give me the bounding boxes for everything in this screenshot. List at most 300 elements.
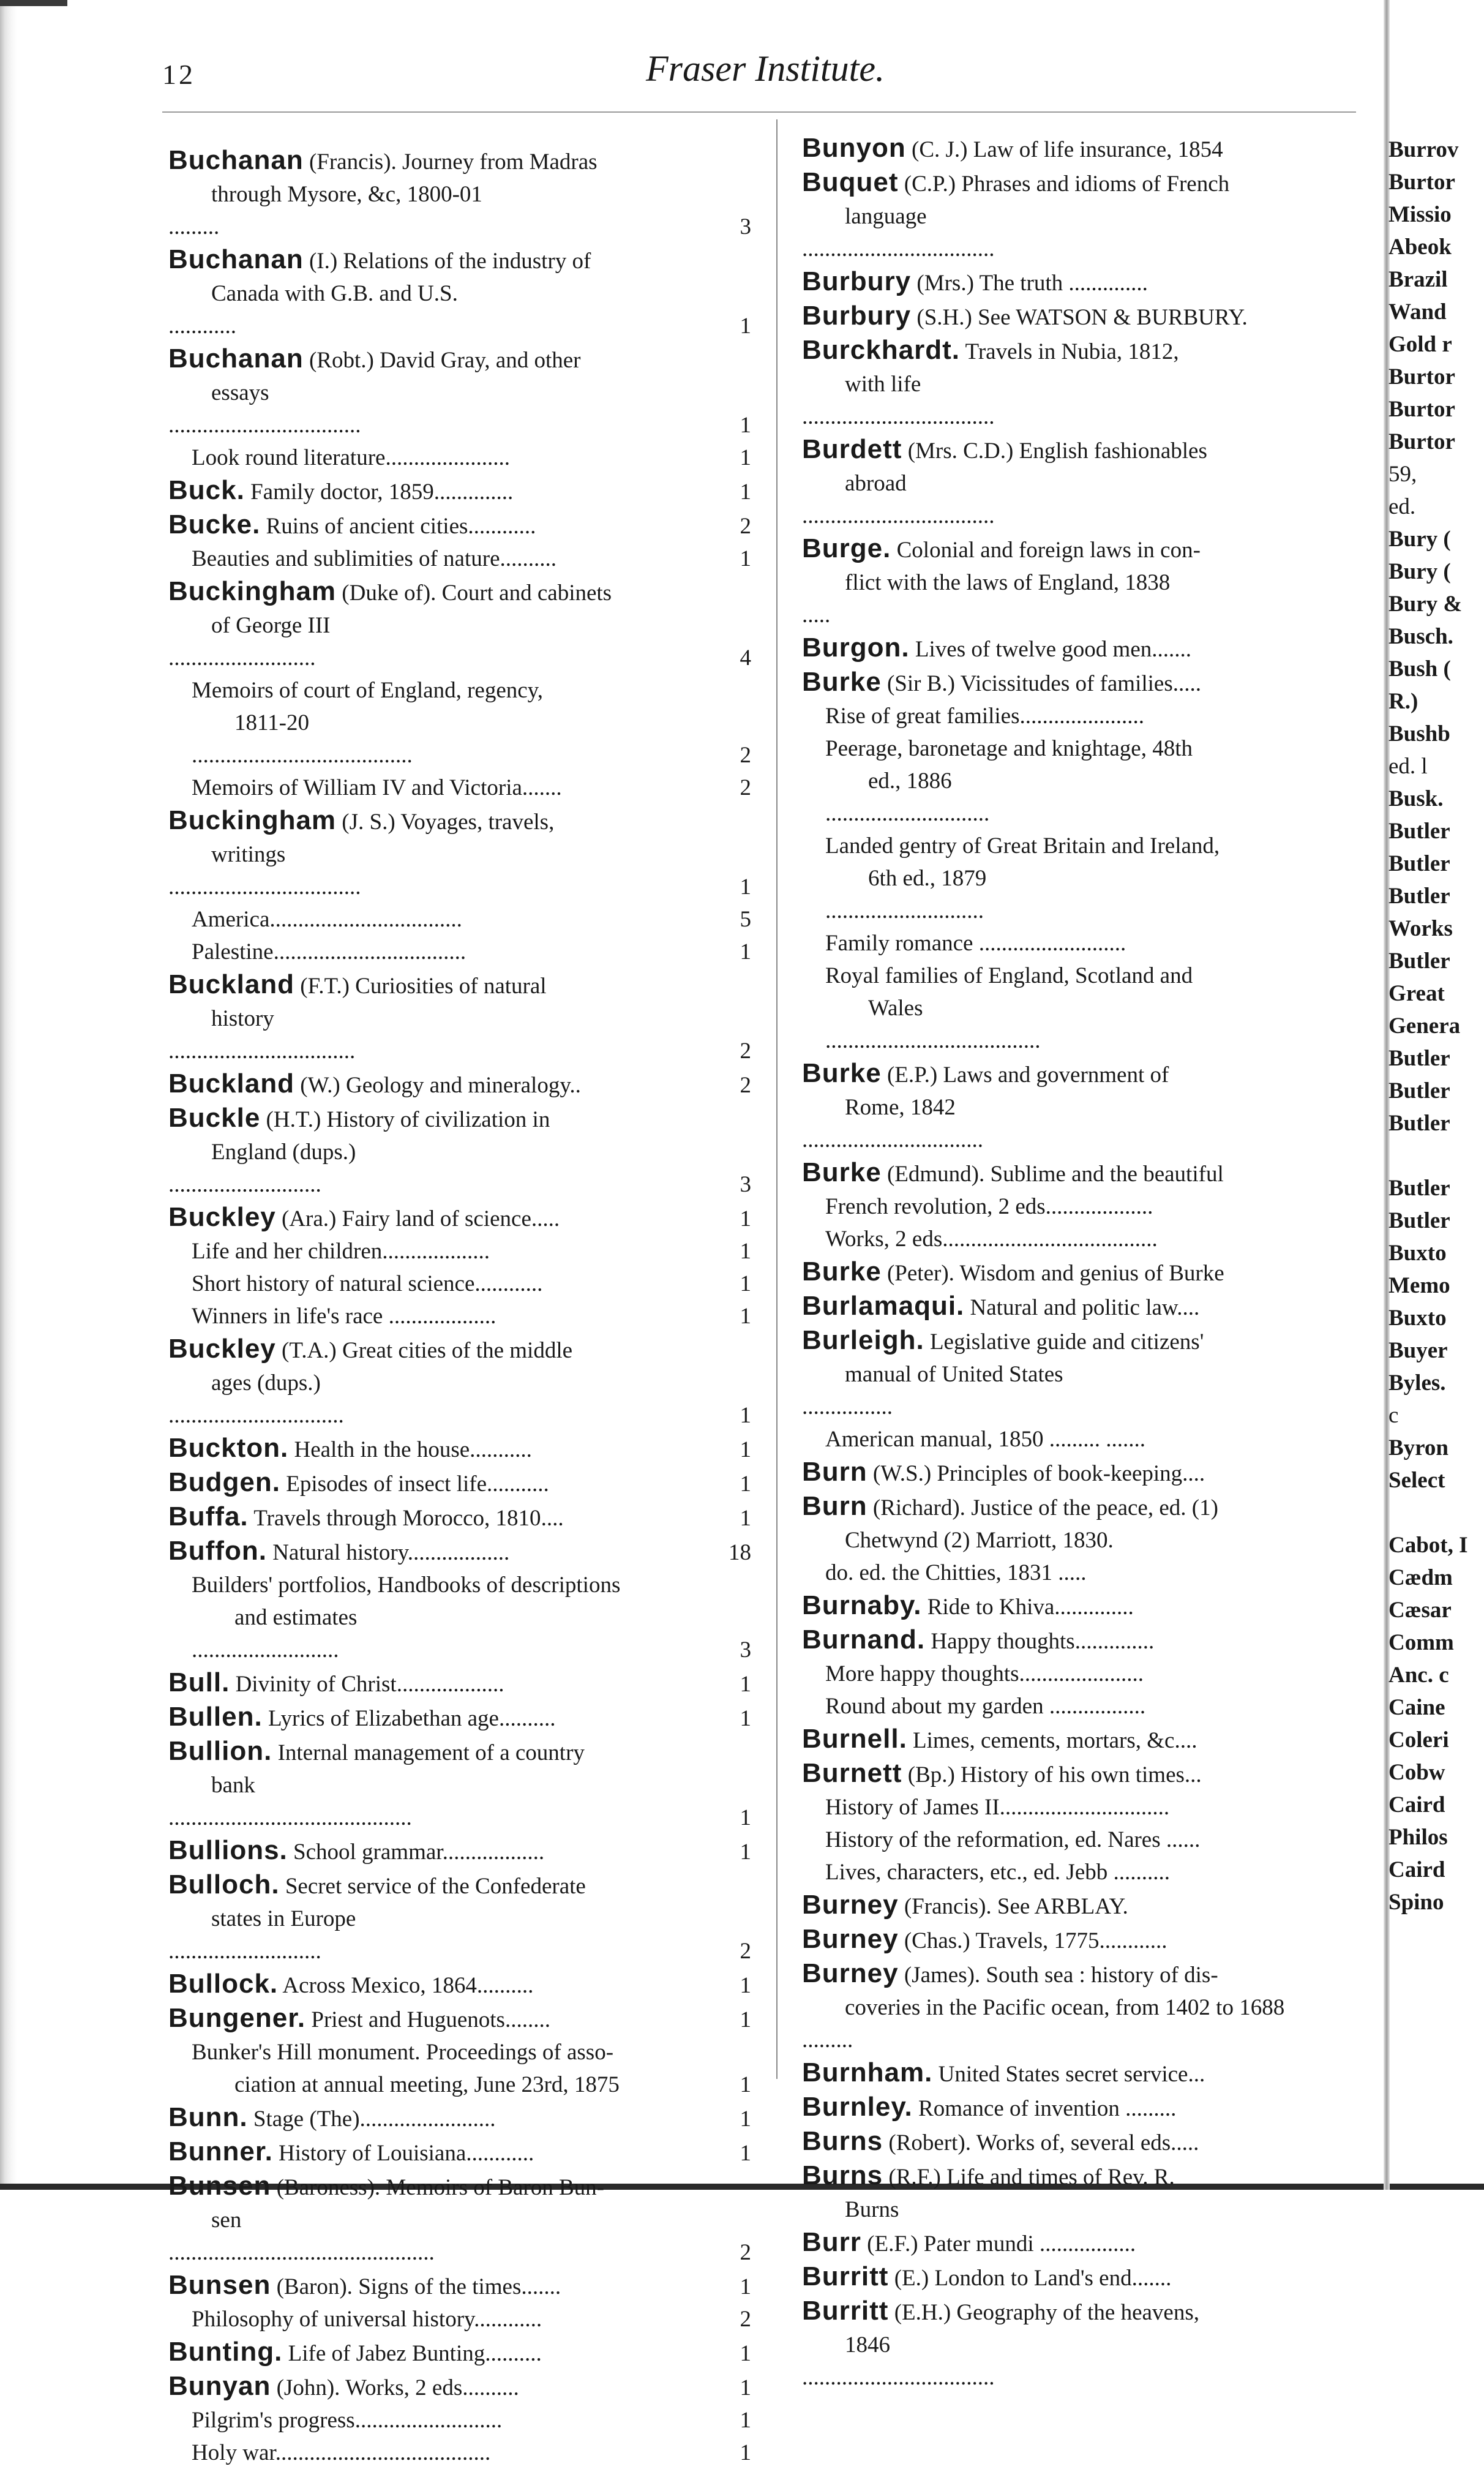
leader-dots: ..... — [802, 603, 831, 628]
entry-continuation: ages (dups.) — [211, 1370, 321, 1396]
cropped-entry-fragment: Comm — [1388, 1630, 1454, 1655]
entry-heading: Burn — [802, 1457, 868, 1487]
cropped-entry-fragment: Gold r — [1388, 332, 1452, 357]
entry-continuation: states in Europe — [211, 1906, 356, 1931]
index-entry — [802, 1723, 1365, 1757]
leader-dots: ................. — [1033, 2231, 1136, 2257]
index-entry — [168, 1466, 756, 1500]
index-entry — [802, 1324, 1365, 1423]
entry-heading: Buckland — [168, 969, 295, 999]
entry-title: Colonial and foreign laws in con- — [896, 538, 1201, 563]
entry-heading: Bullen. — [168, 1702, 263, 1732]
leader-dots: ........................ — [359, 2106, 496, 2132]
entry-parenthetical: (Chas.) — [904, 1928, 970, 1953]
copy-count: 3 — [740, 1637, 751, 1663]
leader-dots: ..... — [1172, 671, 1201, 696]
entry-heading: Buffa. — [168, 1501, 249, 1531]
entry-title: See WATSON & BURBURY. — [978, 305, 1248, 330]
index-entry — [168, 1735, 756, 1834]
index-entry — [168, 2002, 756, 2036]
entry-title: Fairy land of science — [342, 1206, 531, 1231]
index-entry — [802, 2260, 1365, 2294]
leader-dots: .......... — [500, 546, 556, 571]
index-entry — [802, 334, 1365, 433]
index-entry — [802, 1557, 1365, 1589]
leader-dots: .................................. — [802, 404, 995, 429]
entry-heading: Burbury — [802, 266, 912, 296]
entry-title: Secret service of the Confederate — [285, 1874, 586, 1899]
cropped-entry-fragment: Busch. — [1388, 624, 1453, 649]
leader-dots: ................... — [382, 1239, 490, 1264]
index-entry — [168, 674, 756, 772]
index-entry — [802, 299, 1365, 334]
entry-parenthetical: (Duke of). — [342, 581, 437, 606]
entry-heading: Burbury — [802, 301, 912, 331]
entry-title: Happy thoughts — [931, 1629, 1075, 1654]
leader-dots: ...................................... — [942, 1227, 1158, 1252]
entry-parenthetical: (John). — [276, 2375, 340, 2400]
copy-count: 4 — [740, 645, 751, 671]
index-entry — [168, 1500, 756, 1535]
entry-heading: Buck. — [168, 475, 245, 505]
index-entry — [802, 1757, 1365, 1791]
cropped-entry-fragment: Burtor — [1388, 170, 1455, 195]
cropped-entry-fragment: Butler — [1388, 1078, 1450, 1103]
book-page-edge — [0, 0, 17, 2190]
leader-dots: ............................... — [168, 1403, 344, 1428]
entry-heading: Bunting. — [168, 2337, 283, 2367]
entry-heading: Buckland — [168, 1069, 295, 1099]
entry-parenthetical: (C.P.) — [904, 171, 956, 197]
index-entry — [802, 1923, 1365, 1957]
entry-parenthetical: (Mrs. C.D.) — [907, 438, 1014, 464]
copy-count: 2 — [740, 1073, 751, 1098]
entry-continuation: and estimates — [234, 1605, 358, 1630]
cropped-entry-fragment: Butler — [1388, 1208, 1450, 1233]
copy-count: 5 — [740, 907, 751, 932]
entry-title: Lives of twelve good men — [915, 637, 1152, 662]
copy-count: 1 — [740, 1206, 751, 1231]
entry-title: Sublime and the beautiful — [990, 1162, 1224, 1187]
entry-heading: Burckhardt. — [802, 335, 960, 365]
entry-title: Internal management of a country — [277, 1740, 585, 1765]
cropped-entry-fragment: Butler — [1388, 851, 1450, 876]
leader-dots: .......................... — [354, 2408, 503, 2433]
cropped-entry-fragment: Genera — [1388, 1013, 1461, 1039]
entry-continuation: with life — [845, 372, 921, 397]
leader-dots: ................................. — [168, 1039, 356, 1064]
leader-dots: ....... — [1152, 637, 1191, 662]
index-entry — [168, 2036, 756, 2101]
entry-title: Works, 2 eds — [345, 2375, 463, 2400]
entry-title: Signs of the times — [358, 2274, 522, 2299]
cropped-entry-fragment: Buxto — [1388, 1241, 1447, 1266]
index-entry — [168, 804, 756, 903]
entry-continuation: sen — [211, 2208, 242, 2233]
entry-title: Round about my garden — [825, 1694, 1044, 1719]
index-entry — [802, 1223, 1365, 1255]
entry-parenthetical: (James). — [904, 1963, 981, 1988]
leader-dots: .. — [569, 1073, 581, 1098]
leader-dots: ............ — [1099, 1928, 1167, 1953]
entry-title: Peerage, baronetage and knightage, 48th — [825, 736, 1193, 761]
entry-title: Memoirs of court of England, regency, — [192, 678, 544, 703]
entry-parenthetical: (Bp.) — [907, 1762, 955, 1787]
entry-heading: Burnell. — [802, 1724, 907, 1754]
cropped-entry-fragment: Bury ( — [1388, 559, 1451, 584]
entry-heading: Bunn. — [168, 2102, 248, 2132]
entry-heading: Buckley — [168, 1334, 276, 1364]
index-entry — [802, 1423, 1365, 1456]
entry-title: Life of Jabez Bunting — [288, 2341, 485, 2366]
entry-heading: Bulloch. — [168, 1870, 280, 1900]
index-entry — [802, 666, 1365, 700]
header-rule — [162, 111, 1356, 113]
entry-heading: Bunsen — [168, 2171, 271, 2201]
leader-dots: ...... — [1160, 1827, 1201, 1852]
leader-dots: ............ — [466, 2141, 534, 2166]
leader-dots: .................................. — [168, 413, 361, 438]
index-entry — [168, 243, 756, 342]
entry-title: Travels in Nubia, 1812, — [965, 339, 1179, 364]
copy-count: 1 — [740, 413, 751, 438]
entry-title: Bunker's Hill monument. Proceedings of asso- — [192, 2040, 614, 2065]
entry-title: Stage (The) — [253, 2106, 360, 2132]
index-entry — [168, 1967, 756, 2002]
cropped-entry-fragment: ed. — [1388, 494, 1416, 519]
entry-heading: Bunyan — [168, 2371, 271, 2401]
entry-title: Law of life insurance, 1854 — [973, 137, 1223, 162]
index-entry — [802, 1255, 1365, 1290]
copy-count: 2 — [740, 743, 751, 768]
entry-title: Family romance — [825, 931, 973, 956]
leader-dots: ........................... — [168, 1172, 321, 1197]
leader-dots: .............. — [433, 479, 514, 505]
copy-count: 1 — [740, 2440, 751, 2465]
entry-heading: Burge. — [802, 533, 891, 563]
cropped-entry-fragment: Butler — [1388, 819, 1450, 844]
copy-count: 1 — [740, 2141, 751, 2166]
entry-title: Winners in life's race — [192, 1304, 383, 1329]
entry-title: Works of, several eds — [976, 2130, 1171, 2155]
entry-parenthetical: (R.F.) — [888, 2165, 941, 2190]
index-entry — [168, 903, 756, 936]
cropped-entry-fragment: Caird — [1388, 1857, 1445, 1882]
leader-dots: .......................... — [192, 1637, 339, 1663]
leader-dots: .... — [1174, 1728, 1197, 1753]
index-entry — [168, 2404, 756, 2437]
leader-dots: ....................................... — [192, 743, 413, 768]
entry-continuation: 1846 — [845, 2332, 890, 2358]
entry-title: Look round literature — [192, 445, 386, 470]
leader-dots: ................... — [1045, 1194, 1153, 1219]
cropped-entry-fragment: Burtor — [1388, 364, 1455, 389]
index-entry — [802, 2125, 1365, 2159]
entry-parenthetical: (Richard). — [872, 1495, 965, 1520]
index-entry — [802, 1957, 1365, 2056]
entry-parenthetical: (Peter). — [886, 1261, 954, 1286]
leader-dots: .......... — [498, 1706, 556, 1731]
entry-title: Life and times of Rev. R. — [946, 2165, 1175, 2190]
entry-parenthetical: (C. J.) — [912, 137, 968, 162]
index-entry — [802, 1888, 1365, 1923]
entry-heading: Burke — [802, 667, 882, 697]
cropped-entry-fragment: Butler — [1388, 1111, 1450, 1136]
copy-count: 1 — [740, 1672, 751, 1697]
cropped-entry-fragment: Caird — [1388, 1792, 1445, 1817]
leader-dots: ..... — [1171, 2130, 1199, 2155]
leader-dots: .................................. — [802, 503, 995, 528]
copy-count: 1 — [740, 546, 751, 571]
index-entry — [168, 543, 756, 575]
index-entry — [168, 1268, 756, 1300]
cropped-entry-fragment: 59, — [1388, 462, 1417, 487]
entry-title: Lives, characters, etc., ed. Jebb — [825, 1860, 1108, 1885]
index-entry — [802, 1190, 1365, 1223]
entry-title: Palestine — [192, 939, 274, 964]
entry-title: Life and her children — [192, 1239, 383, 1264]
index-entry — [168, 1102, 756, 1201]
entry-heading: Buchanan — [168, 244, 304, 274]
entry-heading: Burgon. — [802, 633, 910, 663]
entry-heading: Burney — [802, 1958, 899, 1988]
entry-parenthetical: (Ara.) — [282, 1206, 337, 1231]
entry-parenthetical: (Edmund). — [886, 1162, 985, 1187]
cropped-entry-fragment: Byles. — [1388, 1370, 1446, 1396]
leader-dots: ...................................... — [275, 2440, 491, 2465]
entry-title: Wisdom and genius of Burke — [959, 1261, 1224, 1286]
leader-dots: ....... — [522, 775, 562, 800]
copy-count: 1 — [740, 1271, 751, 1296]
entry-heading: Burke — [802, 1157, 882, 1187]
copy-count: 1 — [740, 939, 751, 964]
entry-heading: Buckley — [168, 1202, 276, 1232]
leader-dots: ...................................... — [825, 1028, 1041, 1053]
entry-continuation: England (dups.) — [211, 1140, 356, 1165]
entry-parenthetical: (Robt.) — [309, 348, 374, 373]
entry-title: Holy war — [192, 2440, 275, 2465]
copy-count: 2 — [740, 775, 751, 800]
entry-heading: Burnley. — [802, 2092, 913, 2122]
leader-dots: ... — [1188, 2062, 1205, 2087]
copy-count: 1 — [740, 1437, 751, 1462]
leader-dots: ......... ....... — [1043, 1427, 1146, 1452]
index-entry — [802, 1658, 1365, 1690]
index-entry — [802, 1456, 1365, 1490]
entry-continuation: ed., 1886 — [868, 769, 952, 794]
index-entry — [168, 1868, 756, 1967]
leader-dots: .... — [541, 1506, 564, 1531]
index-entry — [802, 927, 1365, 960]
index-entry — [168, 936, 756, 968]
index-entry — [168, 474, 756, 508]
leader-dots: ..... — [1052, 1560, 1087, 1585]
leader-dots: ...................... — [1019, 704, 1144, 729]
index-entry — [802, 1856, 1365, 1888]
copy-count: 1 — [740, 1471, 751, 1497]
entry-title: Beauties and sublimities of nature — [192, 546, 500, 571]
index-entry — [802, 132, 1365, 166]
entry-heading: Burn — [802, 1491, 868, 1521]
cropped-entry-fragment: R.) — [1388, 689, 1418, 714]
entry-title: French revolution, 2 eds — [825, 1194, 1046, 1219]
leader-dots: .................................. — [168, 874, 361, 900]
entry-title: Romance of invention — [918, 2096, 1120, 2121]
leader-dots: ........... — [487, 1471, 549, 1497]
index-entry — [168, 1235, 756, 1268]
leader-dots: ................................ — [802, 1127, 983, 1152]
cropped-entry-fragment: Bury ( — [1388, 527, 1451, 552]
entry-title: The truth — [979, 271, 1063, 296]
index-entry — [802, 1490, 1365, 1557]
right-column-fragments — [1388, 133, 1484, 1918]
entry-title: Pater mundi — [923, 2231, 1034, 2257]
leader-dots: .......................... — [973, 931, 1126, 956]
copy-count: 1 — [740, 2341, 751, 2366]
copy-count: 1 — [740, 1973, 751, 1998]
entry-title: Phrases and idioms of French — [961, 171, 1230, 197]
entry-title: Memoirs of William IV and Victoria — [192, 775, 522, 800]
entry-continuation: 1811-20 — [234, 710, 309, 735]
index-entry — [802, 631, 1365, 666]
index-entry — [802, 1791, 1365, 1824]
entry-title: See ARBLAY. — [997, 1894, 1128, 1919]
leader-dots: .............. — [1063, 271, 1148, 296]
cropped-entry-fragment: Burtor — [1388, 429, 1455, 454]
index-entry — [168, 772, 756, 804]
copy-count: 1 — [740, 2408, 751, 2433]
entry-continuation: Chetwynd (2) Marriott, 1830. — [845, 1528, 1114, 1553]
index-entry — [802, 1057, 1365, 1156]
index-entry — [168, 2101, 756, 2135]
entry-title: United States secret service — [938, 2062, 1188, 2087]
leader-dots: ............ — [474, 2307, 542, 2332]
entry-title: Geology and mineralogy — [345, 1073, 570, 1098]
leader-dots: .................................. — [269, 907, 462, 932]
entry-title: Landed gentry of Great Britain and Ireland, — [825, 833, 1220, 859]
index-entry — [802, 1589, 1365, 1623]
cropped-entry-fragment: Philos — [1388, 1825, 1448, 1850]
copy-count: 3 — [740, 1172, 751, 1197]
leader-dots: ............................................... — [168, 2240, 435, 2265]
copy-count: 2 — [740, 2307, 751, 2332]
index-entry — [802, 1690, 1365, 1723]
cropped-entry-fragment: Bury & — [1388, 592, 1463, 617]
entry-title: Memoirs of Baron Bun- — [386, 2175, 605, 2200]
scan-border-top — [0, 0, 67, 6]
entry-heading: Bullion. — [168, 1736, 272, 1766]
cropped-entry-fragment: Spino — [1388, 1890, 1444, 1915]
leader-dots: ............................ — [825, 898, 984, 923]
index-entry — [802, 166, 1365, 265]
index-entry — [168, 1332, 756, 1432]
entry-heading: Burr — [802, 2227, 861, 2257]
cropped-entry-fragment: Butler — [1388, 1176, 1450, 1201]
entry-title: Builders' portfolios, Handbooks of descriptions — [192, 1573, 621, 1598]
entry-continuation: abroad — [845, 471, 907, 496]
index-entry — [802, 265, 1365, 299]
leader-dots: ........... — [470, 1437, 532, 1462]
index-entry — [168, 1432, 756, 1466]
index-entry — [168, 2336, 756, 2370]
entry-heading: Burnaby. — [802, 1590, 922, 1620]
entry-title: Divinity of Christ — [235, 1672, 397, 1697]
entry-heading: Bullock. — [168, 1969, 279, 1999]
entry-continuation: 6th ed., 1879 — [868, 866, 987, 891]
index-entry — [168, 1067, 756, 1102]
entry-title: History of Louisiana — [279, 2141, 467, 2166]
entry-title: Travels, 1775 — [975, 1928, 1100, 1953]
leader-dots: .... — [1182, 1461, 1205, 1486]
entry-title: Principles of book-keeping — [937, 1461, 1183, 1486]
cropped-entry-fragment: Coleri — [1388, 1727, 1449, 1753]
entry-title: America — [192, 907, 270, 932]
entry-parenthetical: (E.P.) — [886, 1062, 938, 1088]
entry-title: Vicissitudes of families — [960, 671, 1173, 696]
entry-parenthetical: (Mrs.) — [916, 271, 974, 296]
entry-title: Ruins of ancient cities — [266, 514, 468, 539]
cropped-entry-fragment: Bushb — [1388, 721, 1450, 746]
index-entry — [802, 2226, 1365, 2260]
entry-title: History of his own times — [961, 1762, 1185, 1787]
cropped-entry-fragment: Memo — [1388, 1273, 1450, 1298]
copy-count: 1 — [740, 1840, 751, 1865]
entry-title: Travels through Morocco, 1810 — [253, 1506, 541, 1531]
running-head: Fraser Institute. — [646, 48, 885, 89]
entry-title: Great cities of the middle — [342, 1338, 573, 1363]
copy-count: 1 — [740, 445, 751, 470]
leader-dots: ..... — [531, 1206, 560, 1231]
entry-continuation: flict with the laws of England, 1838 — [845, 570, 1171, 595]
index-entry — [802, 700, 1365, 732]
entry-heading: Burritt — [802, 2296, 889, 2326]
entry-heading: Burney — [802, 1924, 899, 1954]
index-entry — [168, 342, 756, 442]
index-entry — [168, 1700, 756, 1735]
entry-continuation: coveries in the Pacific ocean, from 1402 to 1688 — [845, 1995, 1285, 2020]
copy-count: 3 — [740, 214, 751, 239]
index-entry — [802, 830, 1365, 927]
entry-heading: Burlamaqui. — [802, 1291, 965, 1321]
leader-dots: .......................... — [168, 645, 316, 671]
entry-heading: Burleigh. — [802, 1325, 924, 1355]
entry-title: Short history of natural science — [192, 1271, 475, 1296]
cropped-entry-fragment: Select — [1388, 1468, 1445, 1493]
entry-heading: Buckle — [168, 1103, 261, 1133]
entry-heading: Burnand. — [802, 1625, 926, 1655]
entry-heading: Bucke. — [168, 509, 261, 539]
index-entry — [168, 968, 756, 1067]
copy-count: 1 — [740, 479, 751, 505]
entry-heading: Burritt — [802, 2261, 889, 2291]
leader-dots: ......... — [1119, 2096, 1177, 2121]
copy-count: 1 — [740, 874, 751, 900]
entry-title: Philosophy of universal history — [192, 2307, 474, 2332]
entry-title: Limes, cements, mortars, &c — [913, 1728, 1175, 1753]
entry-heading: Buchanan — [168, 145, 304, 175]
entry-title: Curiosities of natural — [355, 974, 547, 999]
cropped-entry-fragment: Cæsar — [1388, 1598, 1452, 1623]
entry-continuation: writings — [211, 842, 286, 867]
cropped-entry-fragment: Abeok — [1388, 235, 1452, 260]
entry-continuation: Wales — [868, 996, 923, 1021]
cropped-entry-fragment: Butler — [1388, 884, 1450, 909]
entry-heading: Buquet — [802, 167, 899, 197]
entry-continuation: essays — [211, 380, 269, 405]
index-entry — [168, 2303, 756, 2336]
entry-title: London to Land's end — [934, 2266, 1132, 2291]
entry-title: Justice of the peace, ed. (1) — [971, 1495, 1218, 1520]
